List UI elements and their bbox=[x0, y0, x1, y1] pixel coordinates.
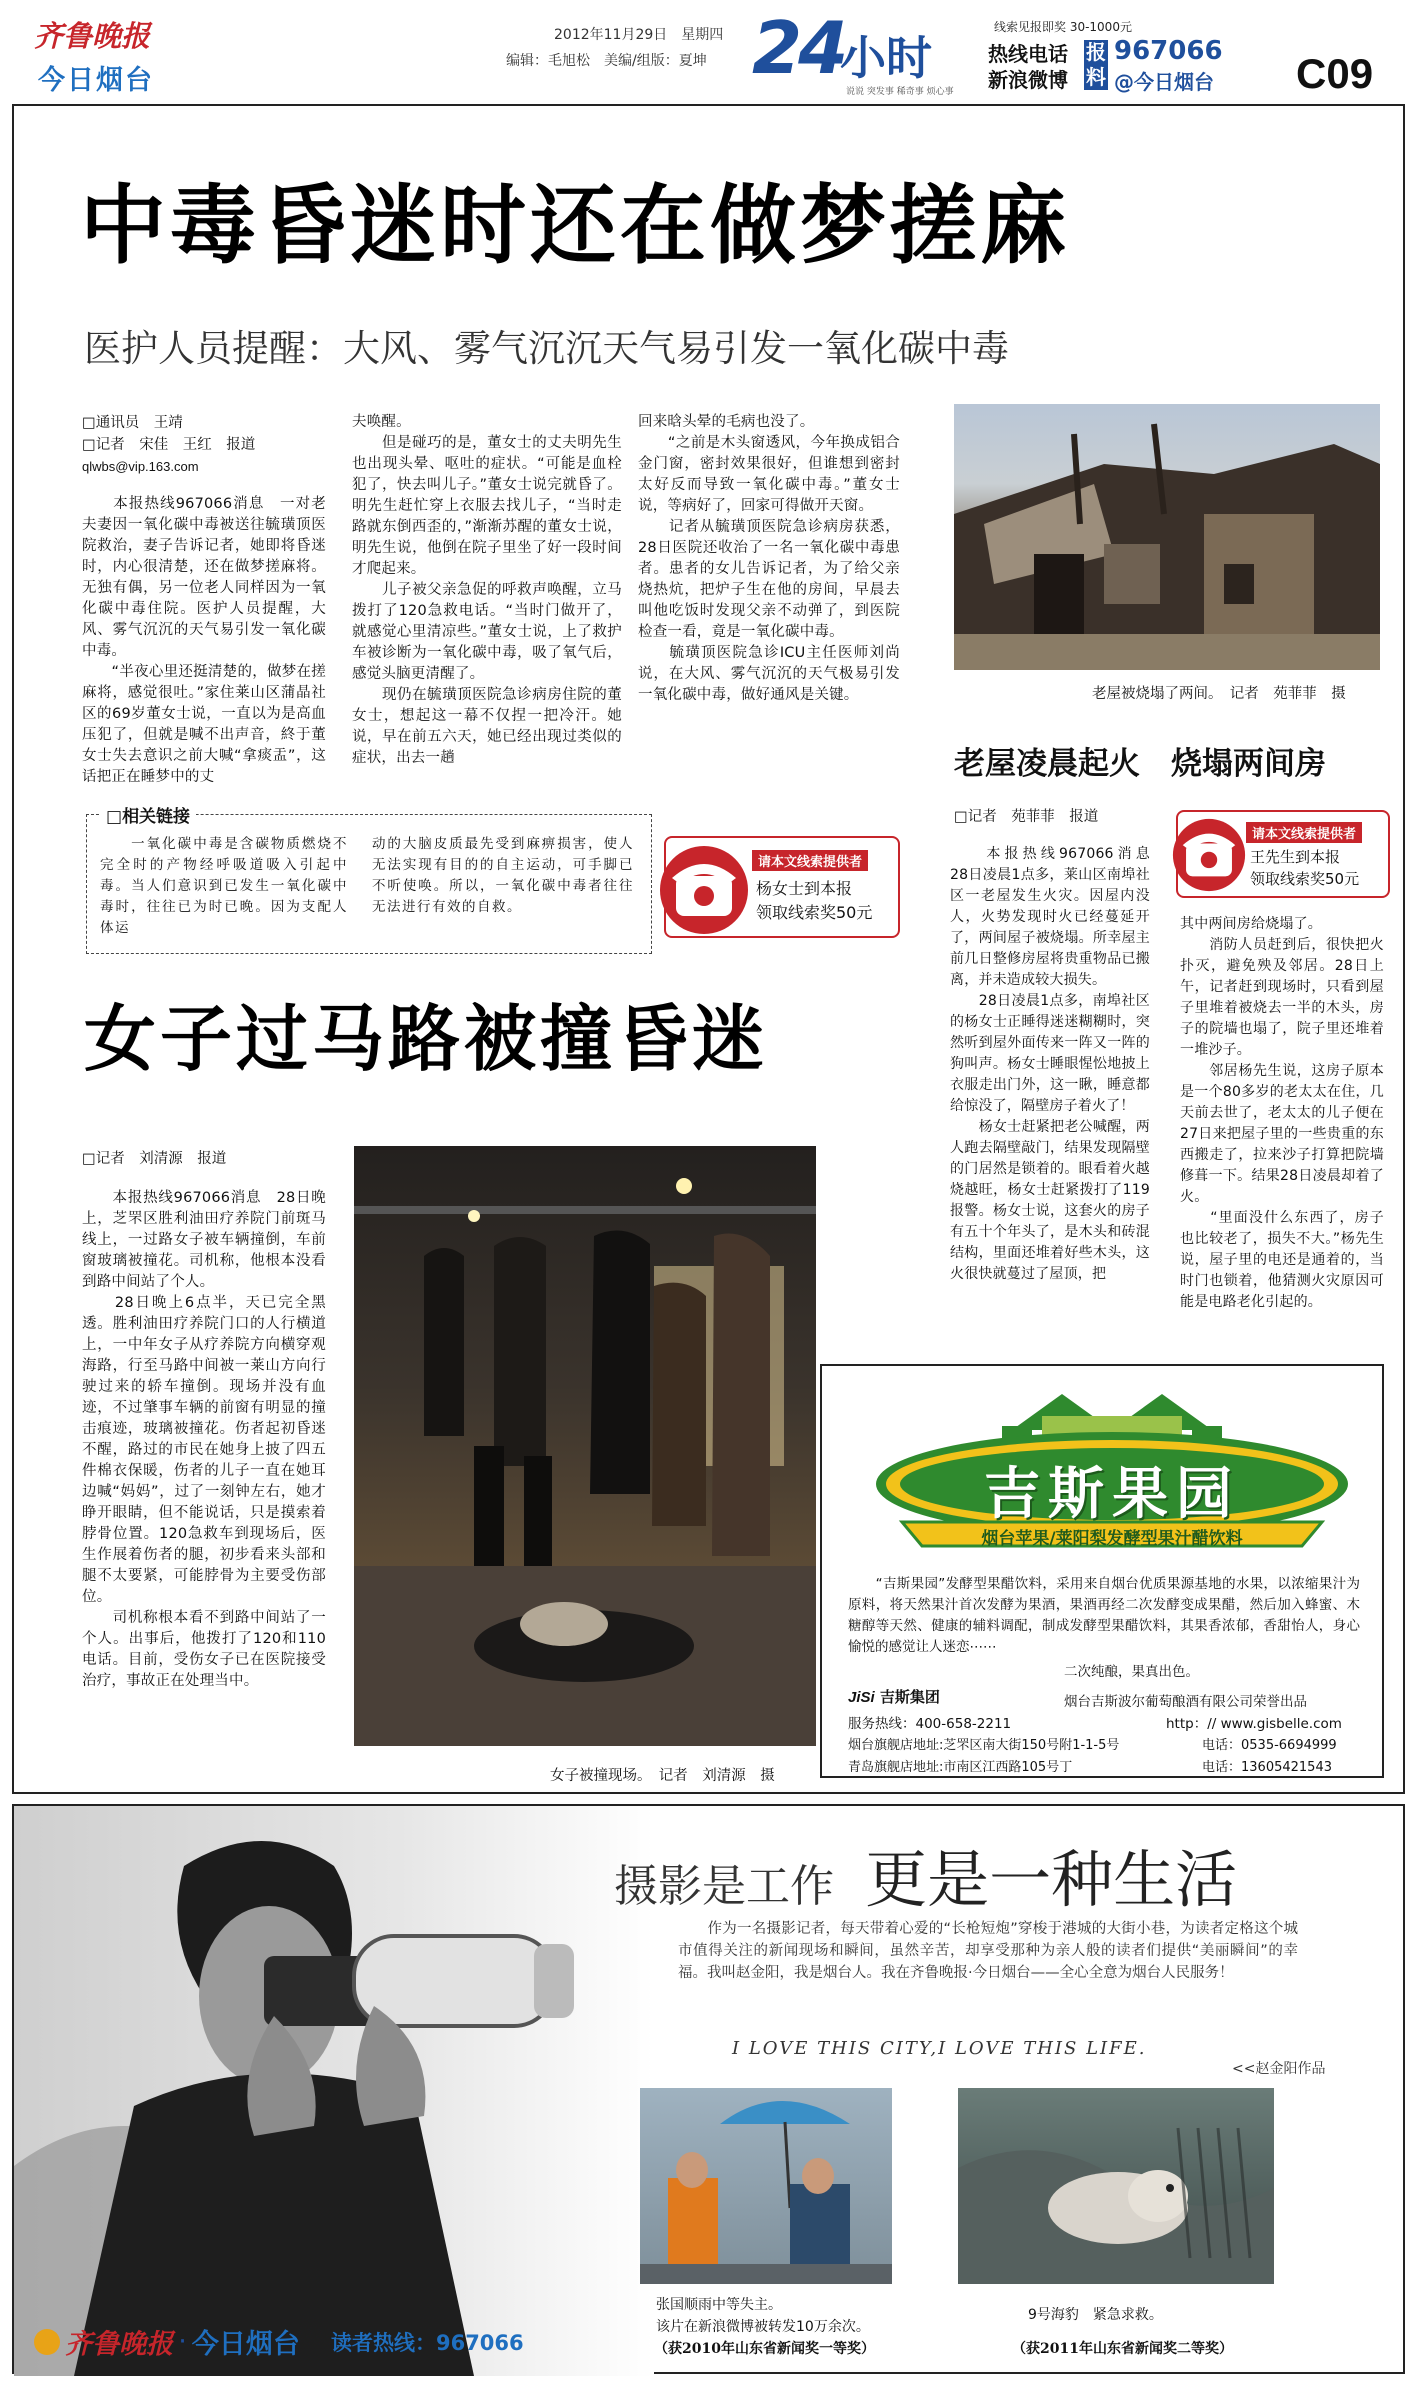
seal-photo-award: （获2011年山东省新闻奖二等奖） bbox=[1012, 2341, 1233, 2357]
rain-photo-caption-1: 张国顺雨中等失主。 bbox=[656, 2297, 782, 2313]
promo-frame bbox=[12, 1804, 1405, 2374]
date-line: 2012年11月29日 星期四 bbox=[554, 27, 724, 43]
section-name: 今日烟台 bbox=[38, 65, 154, 96]
seal-photo bbox=[958, 2088, 1274, 2284]
story1-headline: 中毒昏迷时还在做梦搓麻 bbox=[80, 176, 1070, 276]
promo-title-b: 更是一种生活 bbox=[865, 1843, 1238, 1916]
footer-paper-name: 齐鲁晚报 bbox=[65, 2329, 174, 2360]
story3-column-1: 本报热线967066消息 28日凌晨1点多，莱山区南埠社区一老屋发生火灾。因屋内没人，火势发现时火已经蔓延开了，两间屋子被烧塌。所幸屋主前几日整修房屋将贵重物品已搬离，并未造成较大损失。 28日凌晨1点多，南埠社区的杨女士正睡得迷迷糊糊时，突然听到屋外面传来一阵又一阵的狗叫声。杨女士睡眼惺忪地披上衣服走出门外，这一瞅，睡意都给惊没了，隔壁房子着火了！ 杨女士赶紧把老公喊醒，两人跑去隔壁敲门，结果发现隔壁的门居然是锁着的。眼看着火越烧越旺，杨女士赶紧拨打了119报警。杨女士说，这套火的房子有五十个年头了，是木头和砖混结构，里面还堆着好些木头，这火很快就蔓过了屋顶，把 bbox=[950, 846, 1150, 1282]
advert-tagline: 二次纯酿，果真出色。 bbox=[1064, 1664, 1199, 1680]
photographer-portrait bbox=[14, 1806, 654, 2376]
advert-company: 烟台吉斯波尔葡萄酿酒有限公司荣誉出品 bbox=[1064, 1694, 1307, 1710]
burned-house-caption: 老屋被烧塌了两间。 记者 苑菲菲 摄 bbox=[1092, 686, 1346, 702]
advert-yantai-store: 烟台旗舰店地址:芝罘区南大街150号附1-1-5号 bbox=[848, 1738, 1120, 1753]
footer-section: 今日烟台 bbox=[191, 2329, 300, 2360]
story3-byline: □记者 苑菲菲 报道 bbox=[954, 809, 1099, 825]
rain-photo bbox=[640, 2088, 892, 2284]
story2-byline: □记者 刘清源 报道 bbox=[82, 1151, 227, 1167]
promo-intro: 作为一名摄影记者，每天带着心爱的“长枪短炮”穿梭于港城的大街小巷，为读者定格这个城市值得关注的新闻现场和瞬间，虽然辛苦，却享受那种为亲人般的读者们提供“美丽瞬间”的幸福。我叫赵金阳，我是烟台人。我在齐鲁晚报·今日烟台——全心全意为烟台人民服务！ bbox=[678, 1921, 1298, 1981]
advert-service-line: 服务热线：400-658-2211 bbox=[848, 1716, 1012, 1732]
story2-headline: 女子过马路被撞昏迷 bbox=[84, 997, 769, 1081]
promo-works-label: <<赵金阳作品 bbox=[1232, 2061, 1326, 2077]
story3-headline: 老屋凌晨起火 烧塌两间房 bbox=[954, 746, 1326, 782]
related-link-bullet: □ bbox=[106, 807, 123, 827]
editors-line: 编辑：毛旭松 美编/组版：夏坤 bbox=[506, 53, 707, 69]
hotline-label: 热线电话 bbox=[988, 42, 1068, 66]
advert-website[interactable]: http：// www.gisbelle.com bbox=[1166, 1716, 1342, 1732]
seal-photo-caption: 9号海豹 紧急求救。 bbox=[1028, 2307, 1163, 2323]
promo-title bbox=[614, 1830, 1237, 1919]
advert-yantai-phone: 电话：0535-6694999 bbox=[1202, 1738, 1337, 1753]
hotline-reward-line2-2: 领取线索奖50元 bbox=[1250, 870, 1360, 888]
story1-byline-correspondent: □通讯员 王靖 bbox=[82, 415, 183, 431]
advert-group-name: 吉斯集团 bbox=[879, 1688, 940, 1706]
rain-photo-award: （获2010年山东省新闻奖一等奖） bbox=[654, 2341, 875, 2357]
telephone-icon bbox=[1168, 814, 1250, 896]
story2-column-1: 本报热线967066消息 28日晚上，芝罘区胜利油田疗养院门前斑马线上，一过路女子被车辆撞倒，车前窗玻璃被撞花。司机称，他根本没看到路中间站了个人。 28日晚上6点半，天已完全黑透。胜利油田疗养院门口的人行横道上，一中年女子从疗养院方向横穿观海路，行至马路中间被一莱山方向行驶过来的轿车撞倒。现场并没有血迹，不过肇事车辆的前窗有明显的撞击痕迹，玻璃被撞花。伤者起初昏迷不醒，路过的市民在她身上披了四五件棉衣保暖，伤者的儿子一直在她耳边喊“妈妈”，过了一刻钟左右，她才睁开眼睛，但不能说话，只是摸索着脖骨位置。120急救车到现场后，医生作展着伤者的腿，初步看来头部和腿不太要紧，可能脖骨为主要受伤部位。 司机称根本看不到路中间站了一个人。出事后，他拨打了120和110电话。目前，受伤女子已在医院接受治疗，事故正在处理当中。 bbox=[82, 1190, 326, 1689]
related-link-title bbox=[100, 802, 196, 827]
brand-hours: 小时 bbox=[840, 31, 932, 85]
advert-ribbon: 烟台苹果/莱阳梨发酵型果汁醋饮料 bbox=[981, 1529, 1243, 1549]
hotline-reward-line2-1: 领取线索奖50元 bbox=[756, 903, 873, 922]
accident-photo-caption: 女子被撞现场。 记者 刘清源 摄 bbox=[550, 1768, 775, 1784]
related-left: 一氧化碳中毒是含碳物质燃烧不完全时的产物经呼吸道吸入引起中毒。当人们意识到已发生一氧化碳中毒时，往往已为时已晚。因为支配人体运 bbox=[100, 836, 348, 936]
burned-house-illustration bbox=[954, 404, 1380, 670]
sun-logo-icon bbox=[34, 2329, 60, 2355]
promo-footer bbox=[34, 2322, 524, 2361]
page-number: C09 bbox=[1296, 50, 1374, 97]
reward-note: 线索见报即奖 30-1000元 bbox=[994, 20, 1132, 34]
story1-subhead: 医护人员提醒：大风、雾气沉沉天气易引发一氧化碳中毒 bbox=[84, 327, 1009, 370]
promo-title-a: 摄影是工作 bbox=[614, 1861, 834, 1912]
rain-photo-caption-2: 该片在新浪微博被转发10万余次。 bbox=[656, 2319, 870, 2335]
story1-byline-reporters: □记者 宋佳 王红 报道 bbox=[82, 437, 256, 453]
advert-qingdao-store: 青岛旗舰店地址:市南区江西路105号丁 bbox=[848, 1760, 1073, 1775]
bao-liao-badge: 报料 bbox=[1086, 40, 1106, 89]
hotline-reward-title-1: 请本文线索提供者 bbox=[752, 850, 868, 871]
masthead bbox=[0, 0, 1417, 104]
story1-column-3: 回来晗头晕的毛病也没了。 “之前是木头窗透风，今年换成铝合金门窗，密封效果很好，但谁想到密封太好反而导致一氧化碳中毒。”董女士说，等病好了，回家可得做开天窗。 记者从毓璜顶医院急诊病房获悉，28日医院还收治了一名一氧化碳中毒患者。患者的女儿告诉记者，为了给父亲烧热炕，把炉子生在他的房间，早晨去叫他吃饭时发现父亲不动弹了，到医院检查一看，竟是一氧化碳中毒。 毓璜顶医院急诊ICU主任医师刘尚说，在大风、雾气沉沉的天气极易引发一氧化碳中毒，做好通风是关键。 bbox=[638, 414, 900, 703]
promo-english: I LOVE THIS CITY,I LOVE THIS LIFE. bbox=[732, 2038, 1147, 2059]
accident-scene-illustration bbox=[354, 1146, 816, 1746]
weibo-label: 新浪微博 bbox=[988, 68, 1068, 92]
accident-scene-photo bbox=[354, 1146, 816, 1746]
footer-hotline: 读者热线：967066 bbox=[330, 2330, 524, 2355]
hotline-reward-line1-2: 王先生到本报 bbox=[1250, 848, 1341, 866]
advert-body: “吉斯果园”发酵型果醋饮料，采用来自烟台优质果源基地的水果，以浓缩果汁为原料，将天然果汁首次发酵为果酒，果酒再经二次发酵变成果醋，然后加入蜂蜜、木糖醇等天然、健康的辅料调配，制成发酵型果醋饮料，其果香浓郁，香甜怡人，身心愉悦的感觉让人迷恋⋯⋯ bbox=[848, 1576, 1360, 1655]
brand-24: 24 bbox=[752, 6, 845, 90]
rain-photo-illustration bbox=[640, 2088, 892, 2284]
hotline-number: 967066 bbox=[1114, 36, 1223, 66]
hotline-reward-title-2: 请本文线索提供者 bbox=[1246, 822, 1362, 843]
related-right: 动的大脑皮质最先受到麻痹损害，使人无法实现有目的的自主运动，可手脚已不听使唤。所以，一氧化碳中毒者往往无法进行有效的自救。 bbox=[372, 836, 634, 915]
footer-dot: · bbox=[178, 2326, 187, 2357]
jisi-logo-icon: JiSi bbox=[848, 1689, 875, 1706]
telephone-icon bbox=[654, 840, 754, 940]
advert-qingdao-phone: 电话：13605421543 bbox=[1202, 1760, 1332, 1775]
story1-byline bbox=[82, 412, 322, 478]
story3-column-2: 其中两间房给烧塌了。 消防人员赶到后，很快把火扑灭，避免殃及邻居。28日上午，记者赶到现场时，只看到屋子里堆着被烧去一半的木头，房子的院墙也塌了，院子里还堆着一堆沙子。 邻居杨先生说，这房子原本是一个80多岁的老太太在住，几天前去世了，老太太的儿子便在27日来把屋子里的一些贵重的东西搬走了，拉来沙子打算把院墙修葺一下。结果28日凌晨却着了火。 “里面没什么东西了，房子也比较老了，损失不大。”杨先生说，屋子里的电还是通着的，当时门也锁着，他猜测火灾原因可能是电路老化引起的。 bbox=[1180, 916, 1384, 1310]
story1-column-2: 夫唤醒。 但是碰巧的是，董女士的丈夫明先生也出现头晕、呕吐的症状。“可能是血栓犯了，快去叫儿子。”董女士说完就昏了。明先生赶忙穿上衣服去找儿子，“当时走路就东倒西歪的，”渐渐苏醒的董女士说，明先生说，他倒在院子里坐了好一段时间才爬起来。 儿子被父亲急促的呼救声唤醒，立马拨打了120急救电话。“当时门做开了，就感觉心里清凉些。”董女士说，上了救护车被诊断为一氧化碳中毒，吸了氧气后，感觉头脑更清醒了。 现仍在毓璜顶医院急诊病房住院的董女士，想起这一幕不仅捏一把冷汗。她说，早在前五六天，她已经出现过类似的症状，出去一趟 bbox=[352, 414, 622, 766]
brand-sub: 说说 突发事 稀奇事 烦心事 bbox=[846, 87, 954, 97]
seal-photo-illustration bbox=[958, 2088, 1274, 2284]
weibo-handle: @今日烟台 bbox=[1114, 70, 1214, 94]
related-link-title-text: 相关链接 bbox=[122, 807, 191, 827]
advert-brand: 吉斯果园 bbox=[984, 1462, 1240, 1527]
story1-email: qlwbs@vip.163.com bbox=[82, 459, 199, 474]
advert-group-logo bbox=[848, 1686, 940, 1707]
story1-column-1: 本报热线967066消息 一对老夫妻因一氧化碳中毒被送往毓璜顶医院救治，妻子告诉记者，她即将昏迷时，内心很清楚，还在做梦搓麻将。无独有偶，另一位老人同样因为一氧化碳中毒住院。医护人员提醒，大风、雾气沉沉的天气易引发一氧化碳中毒。 “半夜心里还挺清楚的，做梦在搓麻将，感觉很吐。”家住莱山区蒲晶社区的69岁董女士说，一直以为是高血压犯了，但就是喊不出声音，終于董女士失去意识之前大喊“拿痰盂”，这话把正在睡梦中的丈 bbox=[82, 496, 326, 785]
burned-house-photo bbox=[954, 404, 1380, 670]
hotline-reward-line1-1: 杨女士到本报 bbox=[756, 879, 853, 898]
paper-name: 齐鲁晚报 bbox=[34, 19, 151, 53]
